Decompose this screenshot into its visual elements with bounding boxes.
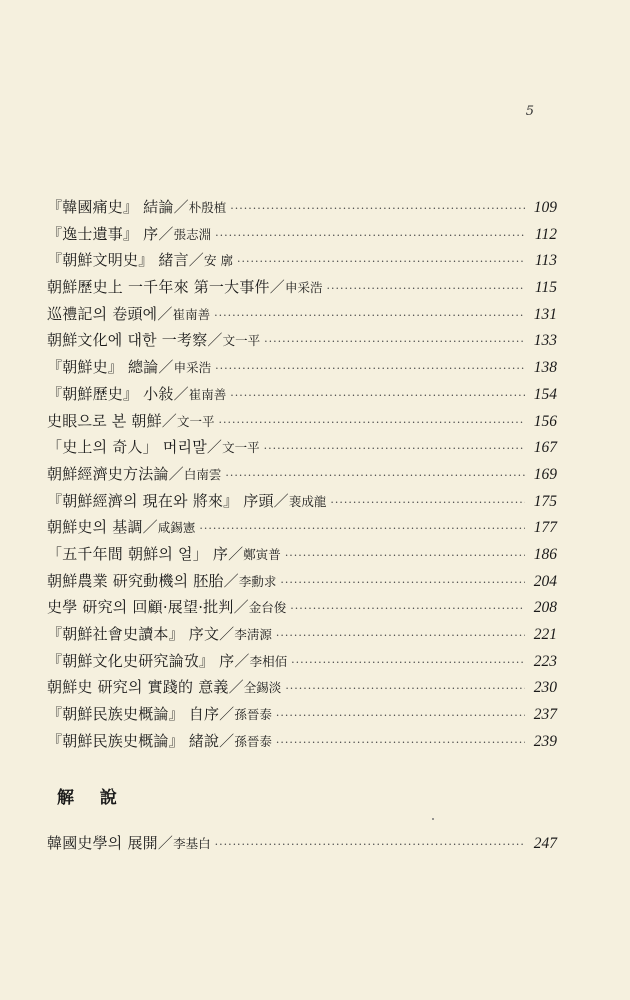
- toc-entry-title: 朝鮮史의 基調／: [47, 518, 158, 537]
- table-of-contents: [47, 196, 557, 756]
- toc-entry-page: 186: [533, 545, 557, 563]
- toc-entry: [47, 356, 557, 383]
- toc-entry-author: 文一平: [177, 413, 215, 429]
- toc-entry-page: 237: [533, 706, 557, 724]
- toc-entry: [47, 623, 557, 650]
- toc-entry-author: 李淸源: [234, 627, 272, 642]
- toc-entry-page: 221: [533, 626, 557, 643]
- toc-entry-author: 文一平: [222, 440, 260, 456]
- toc-leader-dots: [230, 389, 525, 402]
- toc-entry-author: 文一平: [222, 333, 261, 349]
- toc-entry-title: 『朝鮮歷史』 小敍／: [47, 384, 189, 403]
- toc-entry: [47, 832, 557, 859]
- toc-leader-dots: [215, 229, 525, 242]
- toc-entry-page: 169: [533, 465, 557, 483]
- toc-leader-dots: [225, 469, 525, 482]
- toc-entry-title: 『朝鮮文化史研究論攷』 序／: [47, 651, 250, 670]
- toc-leader-dots: [285, 549, 525, 562]
- toc-entry: [47, 196, 557, 223]
- toc-entry-title: 韓國史學의 展開／: [47, 834, 174, 852]
- toc-entry-page: 131: [533, 305, 557, 323]
- toc-entry-page: 223: [533, 652, 557, 670]
- toc-entry-title: 「史上의 奇人」 머리말／: [47, 438, 223, 457]
- toc-entry-title: 『韓國痛史』 結論／: [47, 198, 189, 216]
- toc-entry-page: 154: [533, 385, 557, 403]
- toc-entry-title: 朝鮮文化에 대한 一考察／: [47, 331, 223, 350]
- toc-entry: [47, 410, 557, 437]
- toc-entry-author: 咸錫憲: [157, 520, 196, 536]
- toc-leader-dots: [276, 709, 525, 722]
- toc-leader-dots: [290, 602, 525, 615]
- toc-entry-page: 109: [533, 199, 557, 216]
- toc-entry: [47, 543, 557, 570]
- toc-entry: [47, 329, 557, 356]
- toc-entry-author: 孫晉泰: [234, 733, 272, 749]
- toc-entry-author: 李相佰: [249, 653, 288, 669]
- toc-entry-author: 李勳求: [238, 573, 277, 589]
- toc-entry-author: 崔南善: [172, 306, 211, 322]
- toc-entry-title: 朝鮮歷史上 一千年來 第一大事件／: [47, 278, 285, 297]
- toc-entry-author: 鄭寅普: [243, 546, 281, 562]
- toc-entry-title: 朝鮮經濟史方法論／: [47, 464, 184, 483]
- toc-entry-title: 『朝鮮社會史讀本』 序文／: [47, 625, 235, 643]
- toc-entry-title: 朝鮮農業 研究動機의 胚胎／: [47, 571, 239, 590]
- toc-entry-author: 全錫淡: [243, 680, 282, 696]
- toc-entry: [47, 676, 557, 703]
- toc-entry-title: 『朝鮮史』 總論／: [47, 358, 174, 377]
- toc-entry-author: 裵成龍: [288, 493, 327, 509]
- toc-leader-dots: [214, 309, 525, 322]
- toc-entry-author: 崔南善: [188, 386, 227, 402]
- toc-entry: [47, 383, 557, 410]
- toc-entry: [47, 436, 557, 463]
- toc-entry-title: 『朝鮮經濟의 現在와 將來』 序頭／: [47, 491, 289, 510]
- toc-entry-title: 史學 研究의 回顧·展望·批判／: [47, 598, 249, 617]
- commentary-section: [47, 832, 557, 859]
- toc-entry-title: 『朝鮮民族史概論』 緒說／: [47, 731, 235, 750]
- toc-entry-page: 112: [534, 225, 557, 243]
- toc-entry-author: 金台俊: [248, 600, 287, 616]
- toc-entry-title: 史眼으로 본 朝鮮／: [47, 411, 178, 430]
- toc-leader-dots: [215, 838, 525, 851]
- toc-entry-page: 247: [533, 835, 557, 852]
- toc-entry-author: 申采浩: [284, 280, 323, 296]
- toc-entry: [47, 249, 557, 276]
- toc-leader-dots: [215, 362, 525, 375]
- toc-entry: [47, 570, 557, 597]
- toc-leader-dots: [326, 282, 525, 295]
- toc-leader-dots: [199, 522, 525, 535]
- toc-leader-dots: [230, 202, 525, 215]
- page-number: 5: [525, 104, 534, 119]
- toc-leader-dots: [264, 442, 525, 455]
- toc-entry-title: 『逸士遺事』 序／: [47, 224, 174, 243]
- toc-entry: [47, 596, 557, 623]
- toc-leader-dots: [330, 496, 525, 509]
- toc-entry-author: 申采浩: [173, 360, 212, 376]
- toc-entry: [47, 516, 557, 543]
- toc-leader-dots: [276, 629, 525, 642]
- toc-leader-dots: [276, 736, 525, 749]
- paper-speck: [432, 818, 434, 820]
- toc-entry-author: 孫晉泰: [234, 707, 272, 723]
- toc-entry-page: 177: [533, 519, 557, 537]
- toc-entry-author: 安 廓: [203, 253, 233, 269]
- toc-entry-title: 朝鮮史 研究의 實踐的 意義／: [47, 678, 244, 697]
- toc-entry: [47, 303, 557, 330]
- toc-entry-title: 『朝鮮民族史概論』 自序／: [47, 705, 235, 724]
- toc-entry-author: 朴殷植: [188, 200, 227, 215]
- toc-entry-page: 138: [533, 359, 557, 377]
- section-heading: 解 說: [57, 788, 127, 808]
- toc-leader-dots: [280, 576, 525, 589]
- toc-entry-title: 「五千年間 朝鮮의 얼」 序／: [47, 544, 244, 563]
- toc-entry-page: 204: [533, 572, 557, 590]
- toc-entry-page: 208: [533, 599, 557, 617]
- toc-entry-author: 白南雲: [183, 466, 222, 482]
- toc-entry: [47, 650, 557, 677]
- toc-entry: [47, 730, 557, 757]
- toc-entry-page: 230: [533, 679, 557, 697]
- toc-entry-page: 167: [533, 439, 557, 457]
- toc-entry-page: 115: [534, 279, 557, 297]
- toc-leader-dots: [237, 255, 525, 268]
- toc-entry-page: 239: [533, 732, 557, 750]
- toc-entry-page: 133: [533, 332, 557, 350]
- toc-leader-dots: [264, 335, 525, 348]
- toc-entry-page: 113: [534, 252, 557, 270]
- toc-entry-title: 巡禮記의 卷頭에／: [47, 304, 173, 323]
- toc-entry-title: 『朝鮮文明史』 緒言／: [47, 251, 204, 270]
- toc-entry: [47, 703, 557, 730]
- toc-leader-dots: [219, 416, 525, 429]
- toc-entry: [47, 223, 557, 250]
- toc-entry-page: 156: [533, 412, 557, 430]
- toc-entry: [47, 490, 557, 517]
- toc-entry: [47, 276, 557, 303]
- toc-leader-dots: [285, 682, 525, 695]
- toc-leader-dots: [291, 656, 525, 669]
- toc-entry-page: 175: [533, 492, 557, 510]
- toc-entry-author: 張志淵: [173, 226, 212, 242]
- toc-entry-author: 李基白: [173, 836, 211, 851]
- toc-entry: [47, 463, 557, 490]
